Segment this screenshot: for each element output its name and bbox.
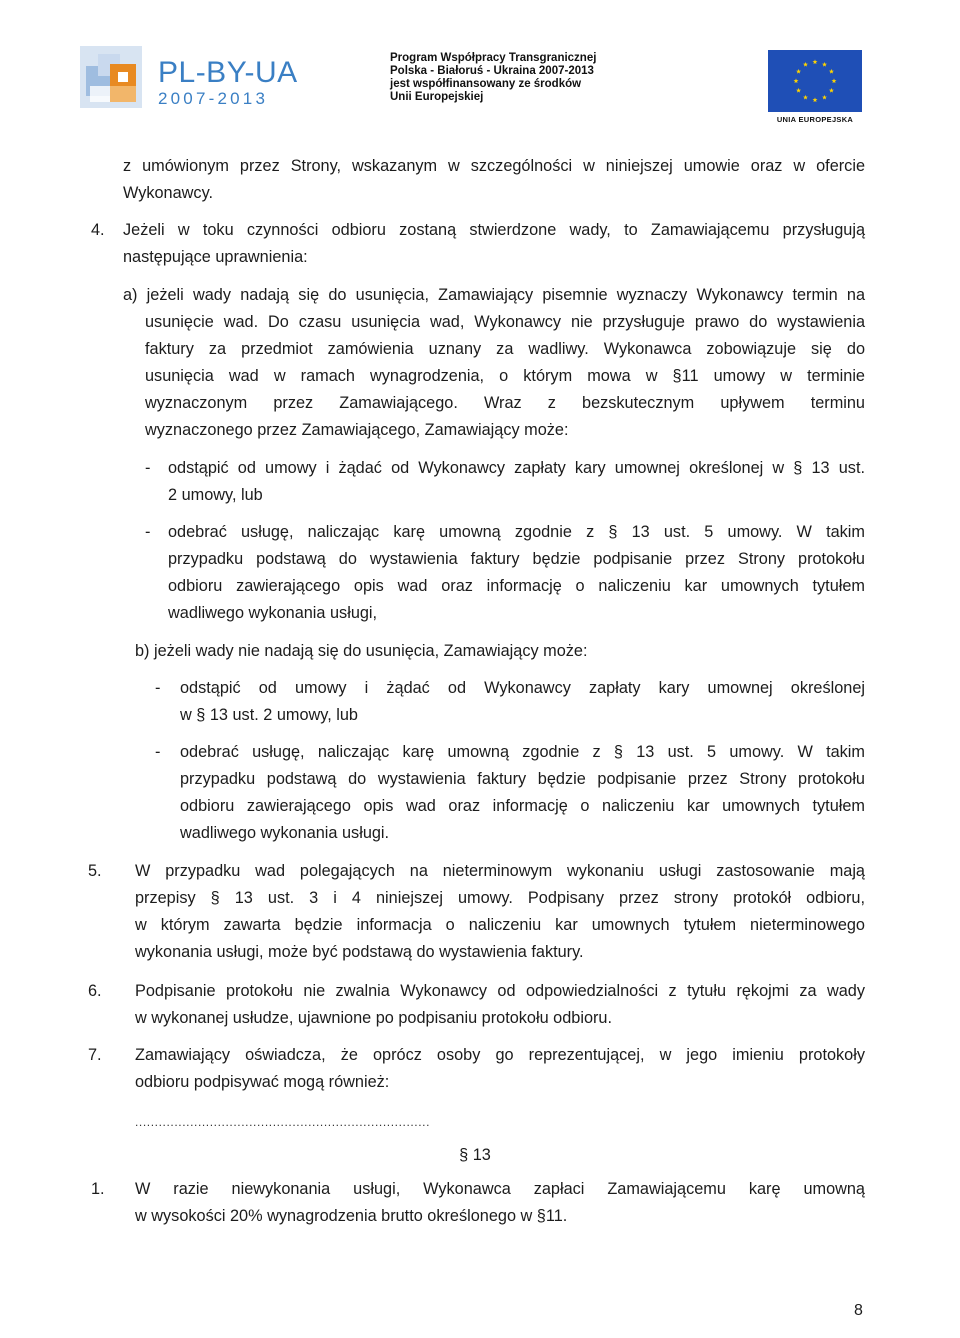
text-line: Wykonawcy. <box>123 184 214 202</box>
page-number: 8 <box>854 1302 863 1319</box>
text-line: wyznaczonego przez Zamawiającego, Zamawiający może: <box>145 421 569 439</box>
text-line: wadliwego wykonania usługi, <box>168 604 378 622</box>
text-line: następujące uprawnienia: <box>123 248 308 266</box>
logo-years: 2007-2013 <box>158 89 269 108</box>
text-line: w wykonanej usłudze, ujawnione po podpisaniu protokołu odbioru. <box>135 1009 612 1027</box>
list-dash: - <box>145 523 151 541</box>
program-line: jest współfinansowany ze środków <box>390 78 582 90</box>
eu-caption: UNIA EUROPEJSKA <box>776 115 854 124</box>
program-line: Unii Europejskiej <box>390 91 484 103</box>
point-number: 6. <box>88 982 102 1000</box>
point-number: 4. <box>91 221 105 239</box>
program-line: Polska - Białoruś - Ukraina 2007-2013 <box>390 65 594 77</box>
text-line: wykonania usługi, może być podstawą do wystawienia faktury. <box>135 943 584 961</box>
point-number: 7. <box>88 1046 102 1064</box>
text-line: w § 13 ust. 2 umowy, lub <box>180 706 358 724</box>
text-line: odstąpić od umowy i żądać od Wykonawcy zapłaty kary umownej określonej <box>180 679 865 697</box>
text-line: z umówionym przez Strony, wskazanym w szczególności w niniejszej umowie oraz w ofercie <box>123 157 865 175</box>
text-line: usunięcia wad w ramach wynagrodzenia, o którym mowa w §11 umowy w terminie <box>145 367 865 385</box>
text-line: Podpisanie protokołu nie zwalnia Wykonawcy od odpowiedzialności z tytułu rękojmi za wady <box>135 982 865 1000</box>
text-line: odbioru podpisywać mogą również: <box>135 1073 390 1091</box>
text-line: odebrać usługę, naliczając karę umowną zgodnie z § 13 ust. 5 umowy. W takim <box>168 523 865 541</box>
text-line: odstąpić od umowy i żądać od Wykonawcy zapłaty kary umownej określonej w § 13 ust. <box>168 459 865 477</box>
text-line: 2 umowy, lub <box>168 486 263 504</box>
point-number: 5. <box>88 862 102 880</box>
text-line: b) jeżeli wady nie nadają się do usunięcia, Zamawiający może: <box>135 642 588 660</box>
text-line: faktury za przedmiot zamówienia uznany za wadliwy. Wykonawca zobowiązuje się do <box>145 340 865 358</box>
text-line: Zamawiający oświadcza, że oprócz osoby go reprezentującej, w jego imieniu protokoły <box>135 1046 865 1064</box>
text-line: usunięcie wad. Do czasu usunięcia wad, Wykonawcy nie przysługuje prawo do wystawienia <box>145 313 865 331</box>
point-number: 1. <box>91 1180 105 1198</box>
dotted-placeholder: ........................................................................... <box>135 1115 431 1129</box>
text-line: przypadku podstawą do wystawienia faktury będzie podpisanie przez Strony protokołu <box>180 770 865 788</box>
text-line: W przypadku wad polegających na nieterminowym wykonaniu usługi zastosowanie mają <box>135 862 865 880</box>
text-line: przepisy § 13 ust. 3 i 4 niniejszej umowy. Podpisany przez strony protokół odbioru, <box>135 889 865 907</box>
list-dash: - <box>155 679 161 697</box>
text-line: W razie niewykonania usługi, Wykonawca zapłaci Zamawiającemu karę umowną <box>135 1180 865 1198</box>
list-dash: - <box>145 459 151 477</box>
eu-flag-icon <box>768 50 862 112</box>
text-line: w którym zawarta będzie informacja o naliczeniu kar umownych tytułem nieterminowego <box>135 916 865 934</box>
text-line: odebrać usługę, naliczając karę umowną zgodnie z § 13 ust. 5 umowy. W takim <box>180 743 865 761</box>
text-line: w wysokości 20% wynagrodzenia brutto określonego w §11. <box>135 1207 568 1225</box>
text-line: odbioru zawierającego opis wad oraz informację o naliczeniu kar umownych tytułem <box>180 797 865 815</box>
section-heading: § 13 <box>459 1146 491 1164</box>
pl-by-ua-logo-icon <box>80 46 142 108</box>
text-line: przypadku podstawą do wystawienia faktury będzie podpisanie przez Strony protokołu <box>168 550 865 568</box>
text-line: odbioru zawierającego opis wad oraz informację o naliczeniu kar umownych tytułem <box>168 577 865 595</box>
logo-text: PL-BY-UA <box>158 56 298 89</box>
program-line: Program Współpracy Transgranicznej <box>390 52 597 64</box>
text-line: wadliwego wykonania usługi. <box>180 824 390 842</box>
text-line: wyznaczonym przez Zamawiającego. Wraz z bezskutecznym upływem terminu <box>145 394 865 412</box>
list-dash: - <box>155 743 161 761</box>
text-line: Jeżeli w toku czynności odbioru zostaną stwierdzone wady, to Zamawiającemu przysługują <box>123 221 865 239</box>
text-line: a) jeżeli wady nadają się do usunięcia, Zamawiający pisemnie wyznaczy Wykonawcy termin na <box>123 286 865 304</box>
program-info <box>390 52 596 104</box>
